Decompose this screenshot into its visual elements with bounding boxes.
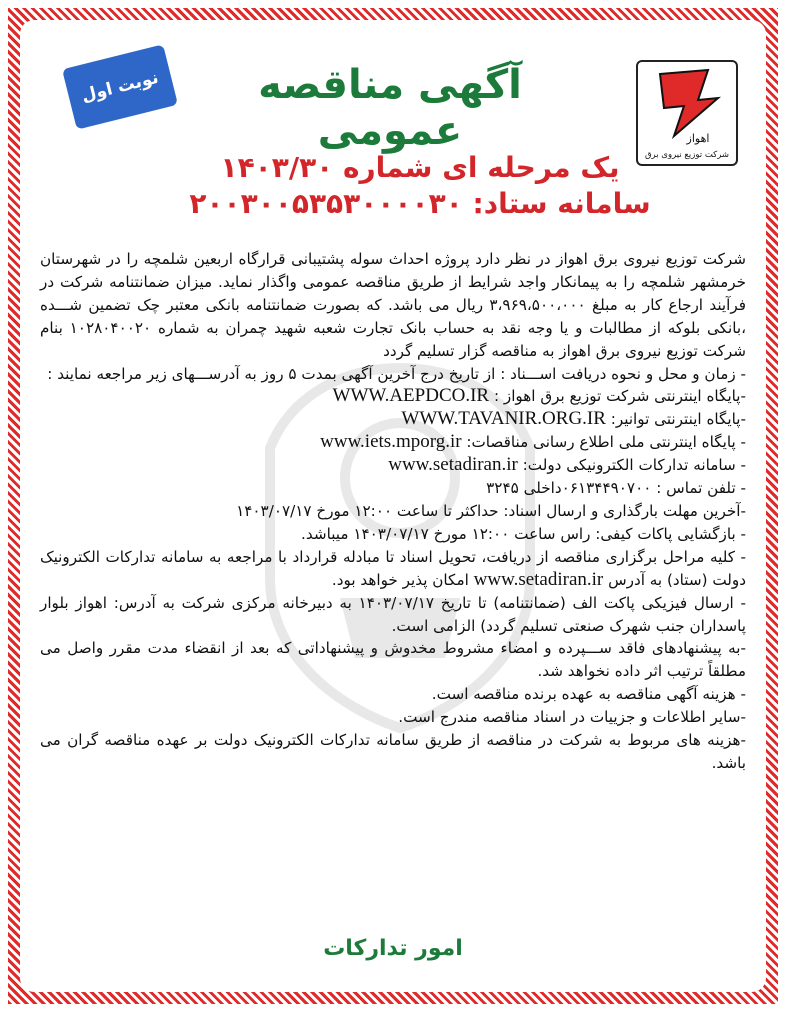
logo-text-line2: شرکت توزیع نیروی برق xyxy=(644,150,730,160)
first-notice-badge: نوبت اول xyxy=(62,44,178,129)
site-label: -پایگاه اینترنتی توانیر: xyxy=(610,410,746,429)
announcement xyxy=(40,28,746,978)
ad-cost-line: - هزینه آگهی مناقصه به عهده برنده مناقصه است. xyxy=(431,685,746,704)
signature-procurement: امور تدارکات xyxy=(323,936,463,961)
site-line xyxy=(40,408,746,431)
setad-url-link[interactable]: www.setadiran.ir xyxy=(473,568,604,590)
announcement-body xyxy=(40,248,746,775)
phone-line: - تلفن تماس : ۰۶۱۳۴۴۹۰۷۰۰داخلی ۳۲۴۵ xyxy=(486,479,746,498)
site-url-link[interactable]: WWW.TAVANIR.ORG.IR xyxy=(401,408,606,430)
site-line xyxy=(40,431,746,454)
details-line: -سایر اطلاعات و جزییات در اسناد مناقصه مندرج است. xyxy=(398,708,746,727)
opening-line: - بازگشایی پاکات کیفی: راس ساعت ۱۲:۰۰ مورخ ۱۴۰۳/۰۷/۱۷ میباشد. xyxy=(301,524,746,543)
rejection-paragraph: -به پیشنهادهای فاقد ســـپرده و امضاء مشروط مخدوش و پیشنهاداتی که بعد از انقضاء مدت مقرر واصل می مطلقاً ترتیب اثر داده نخواهد شد. xyxy=(40,639,746,681)
intro-paragraph: شرکت توزیع نیروی برق اهواز در نظر دارد پروژه احداث سوله پشتیبانی قرارگاه اربعین شلمچه را در شهرستان خرمشهر شلمچه را به پیمانکار واجد شرایط از طریق مناقصه عمومی واگذار نماید. میزان ضمانتنامه شرکت در فرآیند ارجاع کار به مبلغ ۳،۹۶۹،۵۰۰،۰۰۰ ریال می باشد. که بصورت ضمانتنامه بانکی معتبر چک تضمین شـــده ،بانکی بلوکه از مطالبات و یا وجه نقد به حساب بانک تجارت شعبه شهید چمران به شماره ۱۰۲۸۰۴۰۰۲۰ بنام شرکت توزیع نیروی برق اهواز به مناقصه گزار تسلیم گردد xyxy=(40,250,747,360)
stages-text: - کلیه مراحل برگزاری مناقصه از دریافت، تحویل اسناد تا مبادله قرارداد با مراجعه به سامانه تدارکات الکترونیک دولت (ستاد) به آدرس xyxy=(40,547,746,589)
deadline-line: -آخرین مهلت بارگذاری و ارسال اسناد: حداکثر تا ساعت ۱۲:۰۰ مورخ ۱۴۰۳/۰۷/۱۷ xyxy=(236,501,746,520)
envelope-paragraph: - ارسال فیزیکی پاکت الف (ضمانتنامه) تا تاریخ ۱۴۰۳/۰۷/۱۷ به دبیرخانه مرکزی شرکت به آدرس: اهواز بلوار پاسداران جنب شهرک صنعتی تسلیم گردد) الزامی است. xyxy=(40,593,746,635)
site-label: -پایگاه اینترنتی شرکت توزیع برق اهواز : xyxy=(493,387,746,406)
documents-paragraph: - زمان و محل و نحوه دریافت اســـناد : از تاریخ درج آخرین آگهی بمدت ۵ روز به آدرســـهای زیر مراجعه نمایند : xyxy=(47,364,746,383)
page-title: آگهی مناقصه عمومی xyxy=(258,62,522,154)
site-url-link[interactable]: WWW.AEPDCO.IR xyxy=(332,385,490,407)
fees-paragraph: -هزینه های مربوط به شرکت در مناقصه از طریق سامانه تدارکات الکترونیک دولت بر عهده مناقصه گران می باشد. xyxy=(40,731,746,772)
site-line xyxy=(40,385,746,408)
lightning-logo-icon xyxy=(638,62,736,164)
tender-number: یک مرحله ای شماره ۱۴۰۳/۳۰ xyxy=(220,151,620,184)
setad-number: سامانه ستاد: ۲۰۰۳۰۰۵۳۵۳۰۰۰۰۳۰ xyxy=(189,187,651,220)
logo-text-line1: اهواز xyxy=(686,132,710,145)
stages-text-end: امکان پذیر خواهد بود. xyxy=(331,570,469,589)
site-line xyxy=(40,454,746,477)
site-label: - پایگاه اینترنتی ملی اطلاع رسانی مناقصات: xyxy=(466,433,746,452)
site-url-link[interactable]: www.iets.mporg.ir xyxy=(320,431,462,453)
tender-subtitle xyxy=(160,150,680,222)
site-label: - سامانه تدارکات الکترونیکی دولت: xyxy=(522,456,746,475)
stages-paragraph xyxy=(40,546,746,592)
site-url-link[interactable]: www.setadiran.ir xyxy=(388,454,518,476)
